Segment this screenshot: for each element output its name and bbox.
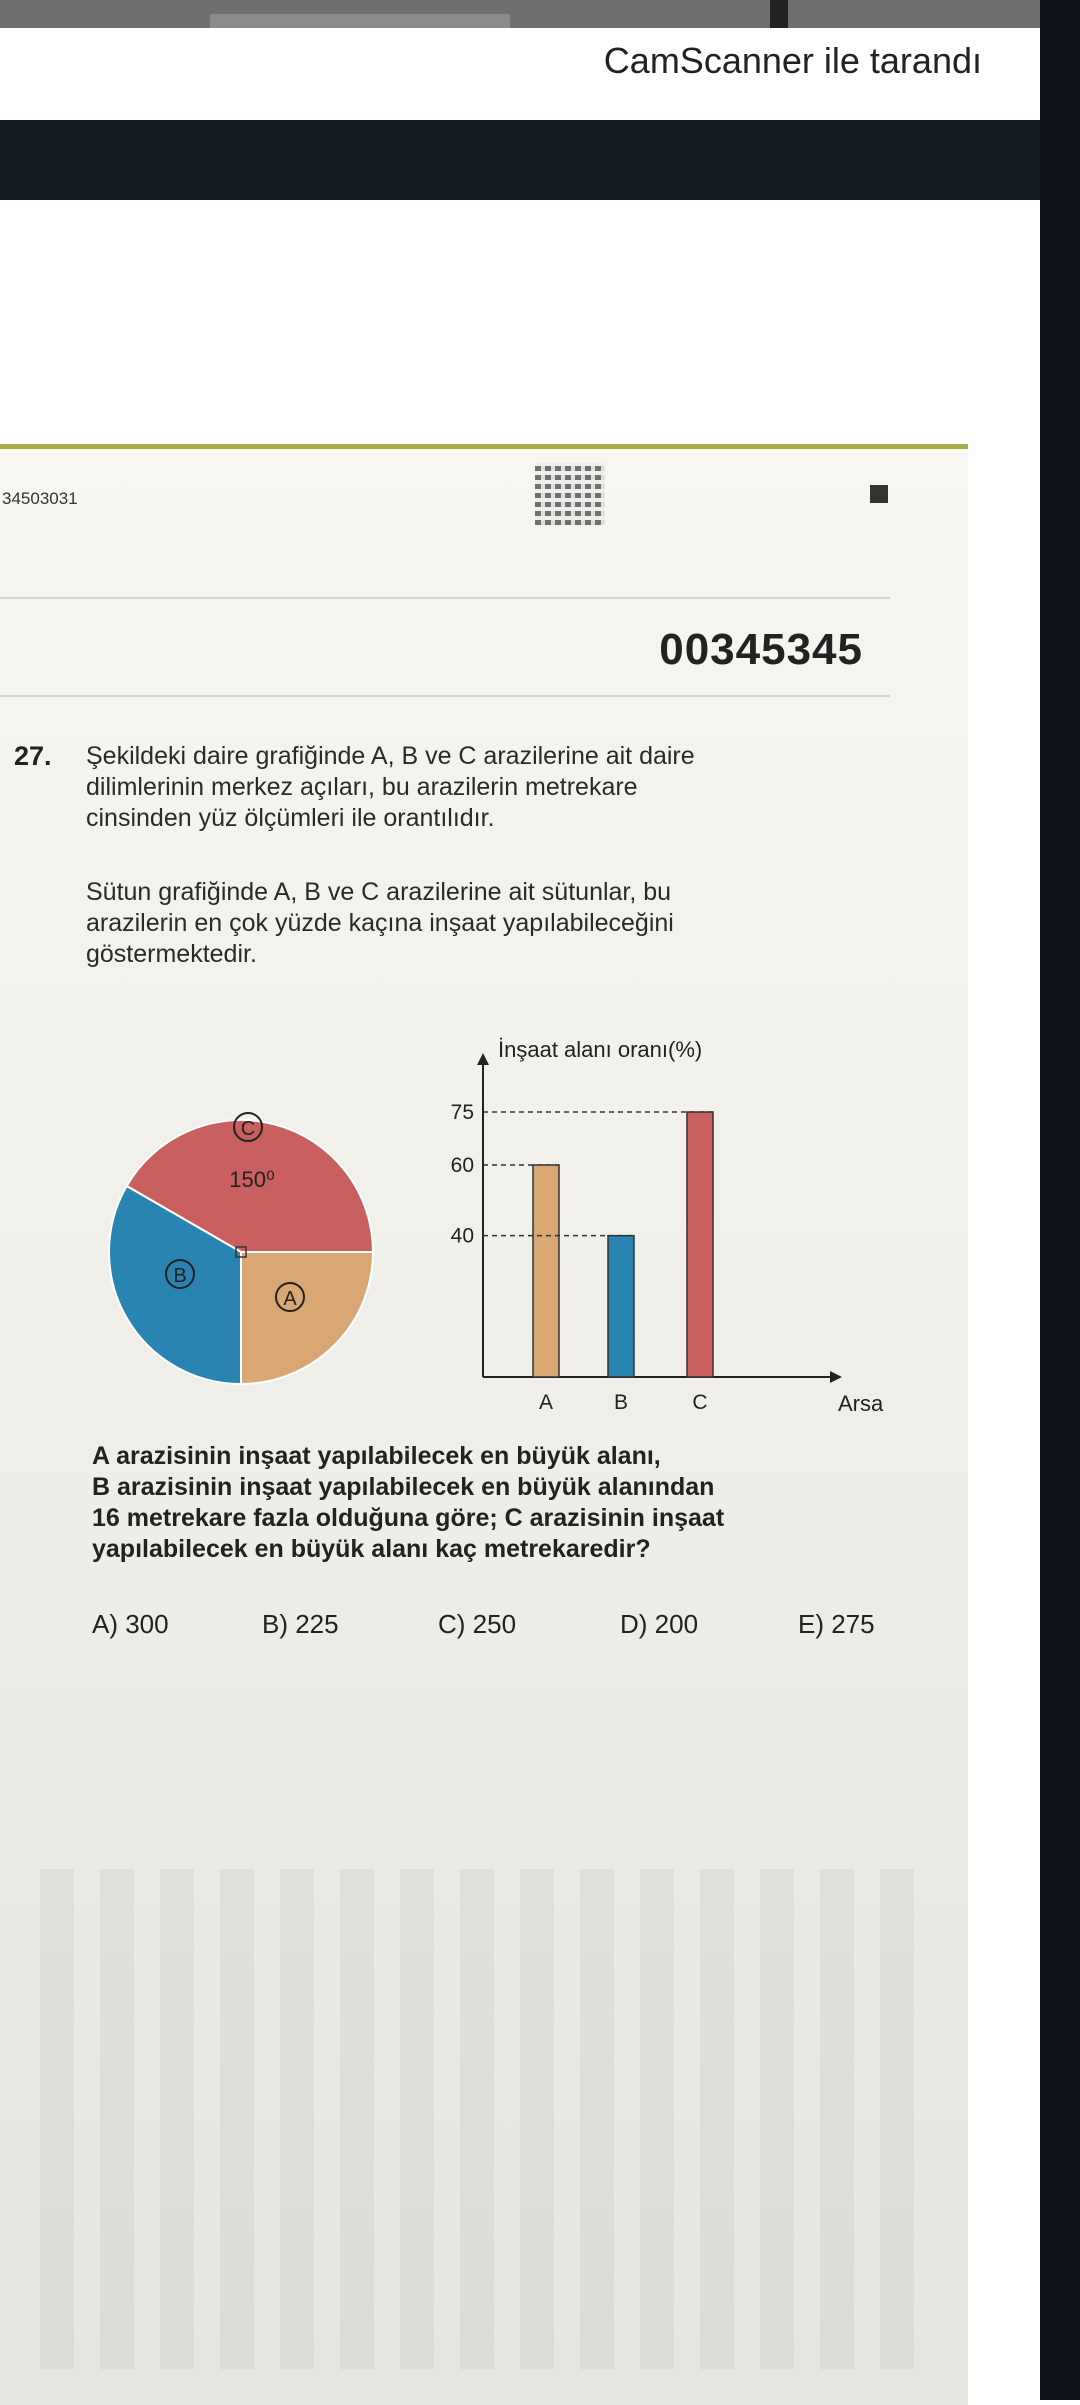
x-tick-label: B: [613, 1391, 629, 1414]
text-line: Şekildeki daire grafiğinde A, B ve C arazilerine ait daire: [86, 742, 695, 770]
text-line: dilimlerinin merkez açıları, bu arazilerin metrekare: [86, 773, 638, 801]
scanner-banner: [0, 28, 1040, 120]
text-line: A arazisinin inşaat yapılabilecek en büyük alanı,: [92, 1442, 661, 1470]
top-strip-highlight: [210, 14, 510, 28]
pie-label-b: B: [173, 1265, 187, 1287]
y-axis-arrow: [477, 1053, 489, 1065]
y-tick-label: 75: [450, 1101, 474, 1124]
banner-text: CamScanner ile tarandı: [603, 40, 982, 81]
choice-d[interactable]: D) 200: [620, 1609, 699, 1639]
text-line: cinsinden yüz ölçümleri ile orantılıdır.: [86, 804, 495, 832]
bar-c: [687, 1112, 713, 1377]
pie-label-c: C: [240, 1118, 256, 1140]
question-paragraph-1: [86, 741, 876, 834]
chart-title: İnşaat alanı oranı(%): [498, 1037, 703, 1062]
scanned-page: [0, 444, 968, 2405]
top-strip: [0, 0, 1040, 28]
divider: [0, 695, 890, 697]
choice-a[interactable]: A) 300: [92, 1609, 169, 1639]
top-strip-mark: [770, 0, 788, 28]
text-line: B arazisinin inşaat yapılabilecek en büyük alanından: [92, 1473, 715, 1501]
viewer-dark-bar: [0, 120, 1040, 200]
bar-b: [608, 1236, 634, 1377]
y-tick-label: 40: [450, 1224, 474, 1248]
pie-angle-annotation: 150⁰: [229, 1167, 275, 1192]
viewer-right-rail: [1040, 0, 1080, 2400]
corner-mark: [870, 485, 888, 503]
x-axis-arrow: [830, 1371, 842, 1383]
serial-number: 00345345: [659, 625, 863, 674]
text-line: 16 metrekare fazla olduğuna göre; C arazisinin inşaat: [92, 1504, 725, 1532]
text-line: Sütun grafiğinde A, B ve C arazilerine ait sütunlar, bu: [86, 878, 672, 906]
divider: [0, 597, 890, 599]
text-line: göstermektedir.: [86, 940, 257, 968]
question-number: 27.: [14, 741, 52, 771]
text-line: yapılabilecek en büyük alanı kaç metrekaredir?: [92, 1535, 651, 1563]
bar-chart: [451, 1037, 884, 1416]
x-tick-label: C: [692, 1391, 708, 1414]
choice-e[interactable]: E) 275: [798, 1609, 875, 1639]
y-tick-label: 60: [450, 1154, 474, 1177]
choice-c[interactable]: C) 250: [438, 1609, 517, 1639]
pie-chart: [109, 1113, 373, 1384]
question-paragraph-2: [86, 877, 876, 970]
pie-slice-a: [241, 1252, 373, 1384]
qr-code-icon: [535, 463, 605, 525]
charts-area: [80, 1009, 920, 1429]
text-line: arazilerin en çok yüzde kaçına inşaat yapılabileceğini: [86, 909, 674, 937]
pie-label-a: A: [283, 1288, 297, 1310]
bleed-through-smudge: [40, 1869, 920, 2369]
choice-b[interactable]: B) 225: [262, 1609, 339, 1639]
charts-svg: [80, 1009, 920, 1429]
answer-choices: [92, 1609, 912, 1649]
bar-a: [533, 1165, 559, 1377]
question-bold-text: [92, 1441, 912, 1565]
x-axis-label: Arsa: [838, 1391, 884, 1416]
x-tick-label: A: [538, 1391, 554, 1414]
document-id: 34503031: [2, 489, 78, 508]
